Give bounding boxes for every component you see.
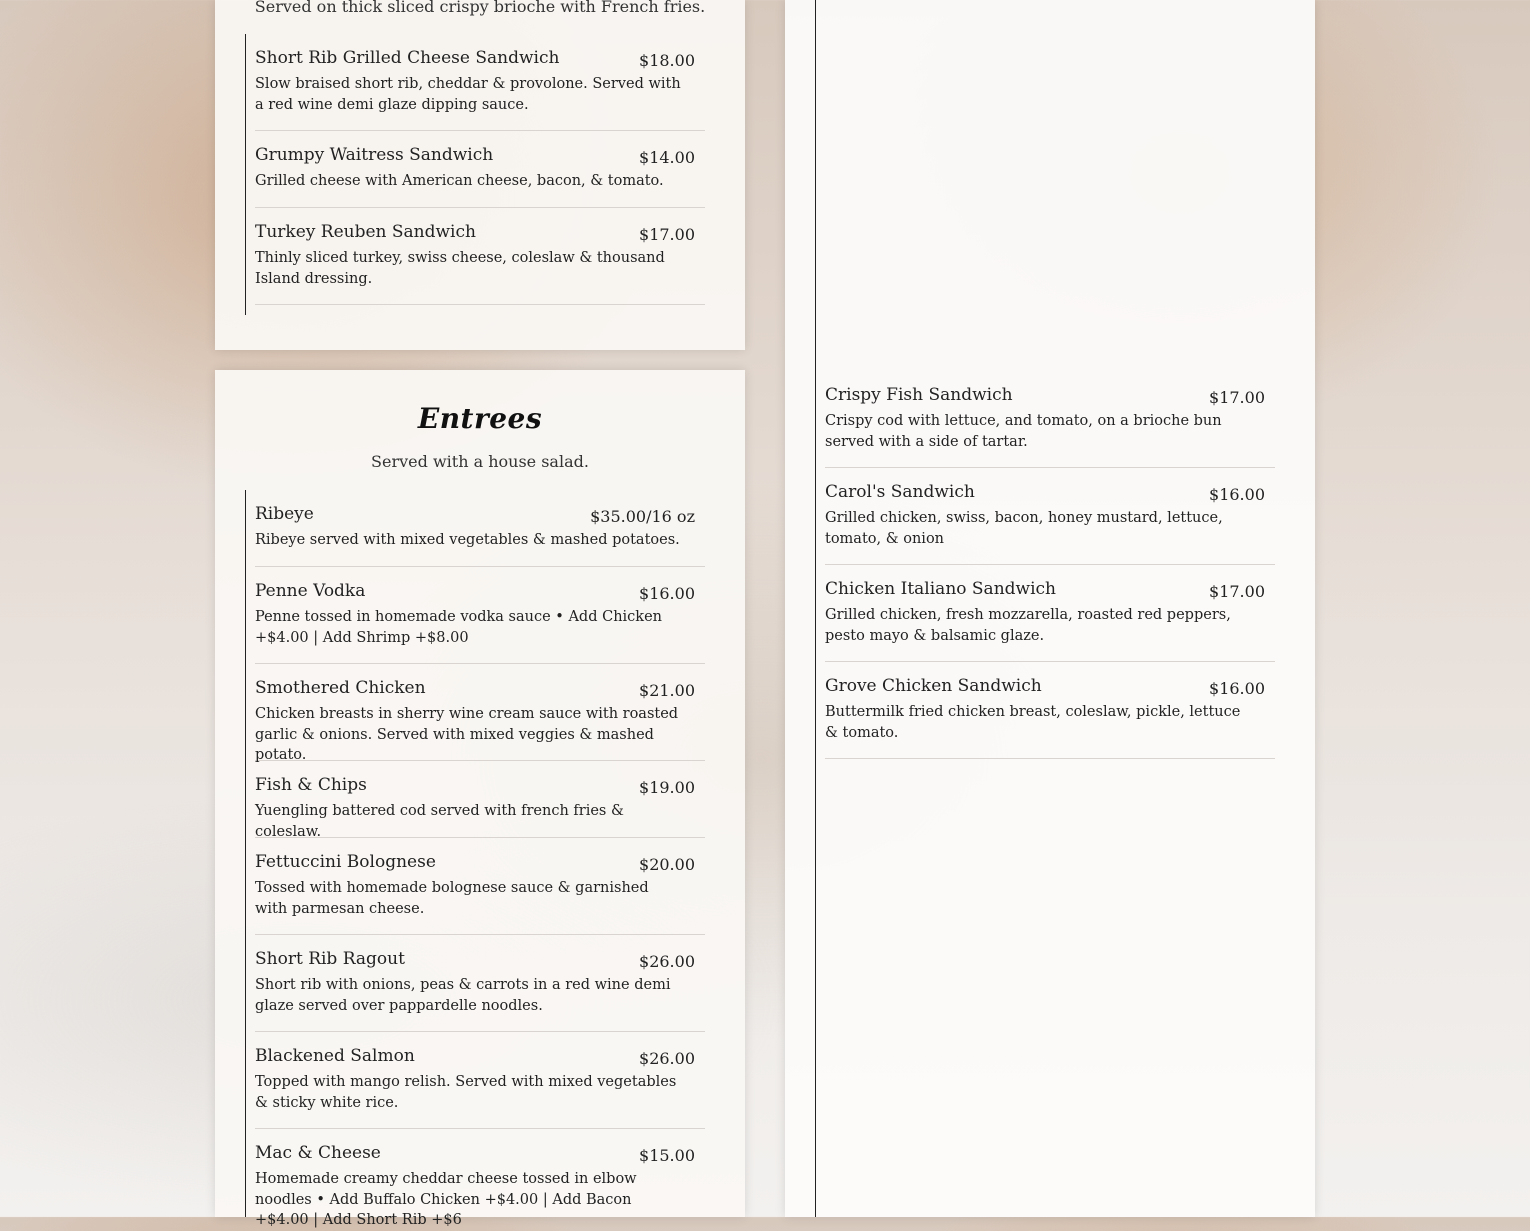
item-description: Yuengling battered cod served with french fries & coleslaw. <box>255 803 624 840</box>
item-description: Penne tossed in homemade vodka sauce • Add Chicken +$4.00 | Add Shrimp +$8.00 <box>255 609 662 646</box>
menu-item <box>255 222 705 305</box>
menu-item <box>255 949 705 1032</box>
item-price: $19.00 <box>639 778 695 797</box>
menu-item <box>255 504 705 567</box>
menu-item <box>255 1046 705 1129</box>
item-name: Short Rib Ragout <box>255 949 405 969</box>
item-name: Short Rib Grilled Cheese Sandwich <box>255 48 560 68</box>
item-price: $21.00 <box>639 681 695 700</box>
item-name: Blackened Salmon <box>255 1046 415 1066</box>
item-name: Crispy Fish Sandwich <box>825 385 1013 405</box>
item-name: Fettuccini Bolognese <box>255 852 436 872</box>
item-price: $26.00 <box>639 952 695 971</box>
item-price: $14.00 <box>639 148 695 167</box>
sandwiches-subtitle: Served on thick sliced crispy brioche with French fries. <box>254 0 706 16</box>
menu-item <box>255 678 705 761</box>
menu-item <box>825 482 1275 565</box>
menu-item <box>825 579 1275 662</box>
item-description: Buttermilk fried chicken breast, coleslaw, pickle, lettuce & tomato. <box>825 704 1241 741</box>
item-description: Grilled cheese with American cheese, bacon, & tomato. <box>255 173 664 189</box>
item-name: Mac & Cheese <box>255 1143 381 1163</box>
item-price: $20.00 <box>639 855 695 874</box>
item-description: Crispy cod with lettuce, and tomato, on a brioche bun served with a side of tartar. <box>825 413 1222 450</box>
item-price: $16.00 <box>1209 485 1265 504</box>
item-description: Slow braised short rib, cheddar & provolone. Served with a red wine demi glaze dipping sauce. <box>255 76 681 113</box>
menu-item <box>255 775 705 838</box>
item-name: Grove Chicken Sandwich <box>825 676 1042 696</box>
item-name: Smothered Chicken <box>255 678 426 698</box>
menu-item <box>255 852 705 935</box>
item-price: $15.00 <box>639 1146 695 1165</box>
item-description: Grilled chicken, swiss, bacon, honey mustard, lettuce, tomato, & onion <box>825 510 1223 547</box>
entrees-menu-panel <box>215 370 745 1228</box>
menu-item <box>255 145 705 208</box>
item-description: Thinly sliced turkey, swiss cheese, coleslaw & thousand Island dressing. <box>255 250 665 287</box>
item-description: Topped with mango relish. Served with mixed vegetables & sticky white rice. <box>255 1074 677 1111</box>
item-name: Carol's Sandwich <box>825 482 975 502</box>
menu-item <box>255 48 705 131</box>
item-price: $17.00 <box>639 225 695 244</box>
menu-item <box>255 581 705 664</box>
sandwiches-menu-panel <box>215 0 745 350</box>
menu-item <box>825 385 1275 468</box>
item-price: $26.00 <box>639 1049 695 1068</box>
item-price: $17.00 <box>1209 582 1265 601</box>
section-divider-line <box>245 490 246 1217</box>
item-description: Ribeye served with mixed vegetables & mashed potatoes. <box>255 532 680 548</box>
entrees-heading: Entrees <box>417 402 543 435</box>
item-description: Homemade creamy cheddar cheese tossed in elbow noodles • Add Buffalo Chicken +$4.00 | Add Bacon +$4.00 | Add Short Rib +$6 <box>255 1171 637 1228</box>
item-name: Fish & Chips <box>255 775 367 795</box>
item-name: Grumpy Waitress Sandwich <box>255 145 494 165</box>
item-description: Chicken breasts in sherry wine cream sauce with roasted garlic & onions. Served with mixed veggies & mashed potato. <box>255 706 679 763</box>
item-price: $17.00 <box>1209 388 1265 407</box>
item-price: $16.00 <box>1209 679 1265 698</box>
section-divider-line <box>815 0 816 1217</box>
item-name: Turkey Reuben Sandwich <box>255 222 476 242</box>
item-description: Tossed with homemade bolognese sauce & garnished with parmesan cheese. <box>255 880 649 917</box>
section-divider-line <box>245 34 246 315</box>
item-name: Chicken Italiano Sandwich <box>825 579 1056 599</box>
entrees-subtitle: Served with a house salad. <box>371 452 589 471</box>
item-price: $35.00/16 oz <box>590 507 695 526</box>
item-description: Grilled chicken, fresh mozzarella, roasted red peppers, pesto mayo & balsamic glaze. <box>825 607 1231 644</box>
item-description: Short rib with onions, peas & carrots in a red wine demi glaze served over pappardelle noodles. <box>255 977 671 1014</box>
item-name: Ribeye <box>255 504 314 524</box>
menu-item <box>255 1143 705 1228</box>
item-price: $16.00 <box>639 584 695 603</box>
item-name: Penne Vodka <box>255 581 366 601</box>
item-price: $18.00 <box>639 51 695 70</box>
menu-item <box>825 676 1275 759</box>
sandwiches-menu-panel-right <box>785 0 1315 1217</box>
